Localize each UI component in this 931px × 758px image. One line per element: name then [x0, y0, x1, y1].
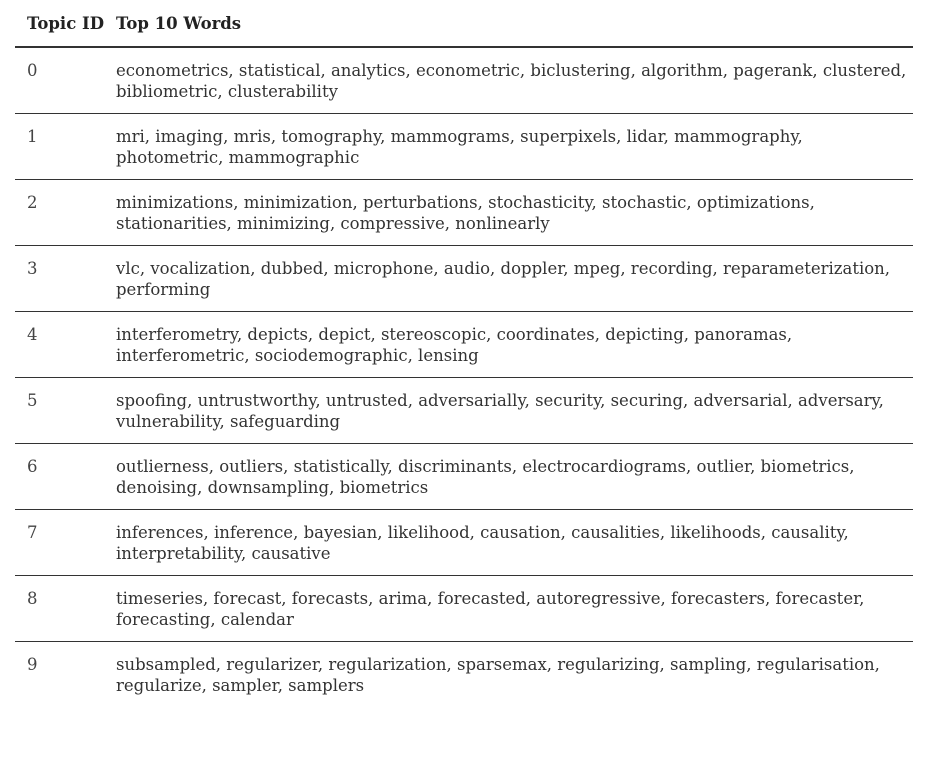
topic-id-cell: 9 — [27, 654, 38, 674]
top-words-cell: vlc, vocalization, dubbed, microphone, audio, doppler, mpeg, recording, reparameterization, performing — [115, 245, 913, 311]
topic-id-cell: 5 — [15, 377, 115, 443]
topic-id-cell: 8 — [15, 575, 115, 641]
top-words-cell: outlierness, outliers, statistically, discriminants, electrocardiograms, outlier, biometrics, denoising, downsampling, biometrics — [115, 443, 913, 509]
top-words-cell: subsampled, regularizer, regularization, sparsemax, regularizing, sampling, regularisation, regularize, sampler, samplers — [116, 654, 880, 695]
topics-table-container — [15, 14, 913, 707]
topic-id-cell: 1 — [15, 113, 115, 179]
header-row — [15, 14, 913, 47]
table-row — [15, 641, 913, 707]
table-header — [15, 14, 913, 47]
header-topic-id: Topic ID — [15, 14, 115, 47]
top-words-cell: mri, imaging, mris, tomography, mammograms, superpixels, lidar, mammography, photometric, mammographic — [115, 113, 913, 179]
top-words-cell: interferometry, depicts, depict, stereoscopic, coordinates, depicting, panoramas, interferometric, sociodemographic, lensing — [115, 311, 913, 377]
topic-id-cell: 6 — [15, 443, 115, 509]
table-row — [15, 509, 913, 575]
table-row — [15, 377, 913, 443]
table-row — [15, 47, 913, 113]
table-row — [15, 575, 913, 641]
table-row — [15, 113, 913, 179]
header-top-words: Top 10 Words — [115, 14, 913, 47]
table-row — [15, 311, 913, 377]
topic-id-cell: 3 — [15, 245, 115, 311]
top-words-cell: inferences, inference, bayesian, likelihood, causation, causalities, likelihoods, causality, interpretability, causative — [115, 509, 913, 575]
table-body — [15, 47, 913, 707]
topic-id-cell: 2 — [15, 179, 115, 245]
table-row — [15, 179, 913, 245]
table-row — [15, 443, 913, 509]
top-words-cell: spoofing, untrustworthy, untrusted, adversarially, security, securing, adversarial, adversary, vulnerability, safeguarding — [115, 377, 913, 443]
topic-id-cell: 4 — [15, 311, 115, 377]
top-words-cell: timeseries, forecast, forecasts, arima, forecasted, autoregressive, forecasters, forecaster, forecasting, calendar — [115, 575, 913, 641]
topics-table — [15, 14, 913, 707]
topic-id-cell: 7 — [15, 509, 115, 575]
table-row — [15, 245, 913, 311]
topic-id-cell: 0 — [15, 47, 115, 113]
top-words-cell: minimizations, minimization, perturbations, stochasticity, stochastic, optimizations, stationarities, minimizing, compressive, nonlinearly — [115, 179, 913, 245]
top-words-cell: econometrics, statistical, analytics, econometric, biclustering, algorithm, pagerank, clustered, bibliometric, clusterability — [115, 47, 913, 113]
